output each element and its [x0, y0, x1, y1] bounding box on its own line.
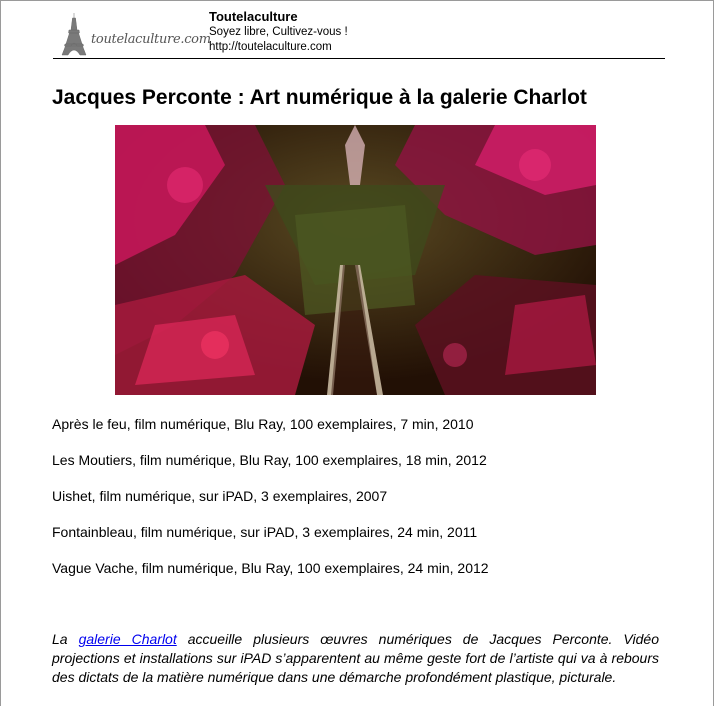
- site-header: [53, 8, 665, 59]
- work-item: Fontainbleau, film numérique, sur iPAD, 3 exemplaires, 24 min, 2011: [52, 524, 478, 540]
- work-item: Vague Vache, film numérique, Blu Ray, 100 exemplaires, 24 min, 2012: [52, 560, 489, 576]
- site-name: Toutelaculture: [209, 9, 298, 24]
- article-image: [115, 125, 596, 395]
- desc-prefix: La: [52, 631, 79, 647]
- site-url: http://toutelaculture.com: [209, 41, 332, 53]
- article-description: [52, 630, 659, 687]
- site-logo[interactable]: [53, 12, 211, 56]
- site-tagline: Soyez libre, Cultivez-vous !: [209, 26, 348, 38]
- galerie-charlot-link[interactable]: galerie Charlot: [78, 631, 177, 647]
- logo-text: toutelaculture.com: [91, 32, 211, 47]
- desc-text: accueille plusieurs œuvres numériques de Jacques Perconte. Vidéo projections et installations sur iPAD s’apparentent au même geste fort de l’artiste qui va à rebours des dictats de la matière numérique dans une démarche profondément plastique, picturale.: [52, 631, 659, 685]
- work-item: Uishet, film numérique, sur iPAD, 3 exemplaires, 2007: [52, 488, 388, 504]
- eiffel-tower-icon: [61, 12, 87, 56]
- artwork-image: [115, 125, 596, 395]
- work-item: Les Moutiers, film numérique, Blu Ray, 100 exemplaires, 18 min, 2012: [52, 452, 487, 468]
- work-item: Après le feu, film numérique, Blu Ray, 100 exemplaires, 7 min, 2010: [52, 416, 474, 432]
- article-title: Jacques Perconte : Art numérique à la galerie Charlot: [52, 86, 587, 109]
